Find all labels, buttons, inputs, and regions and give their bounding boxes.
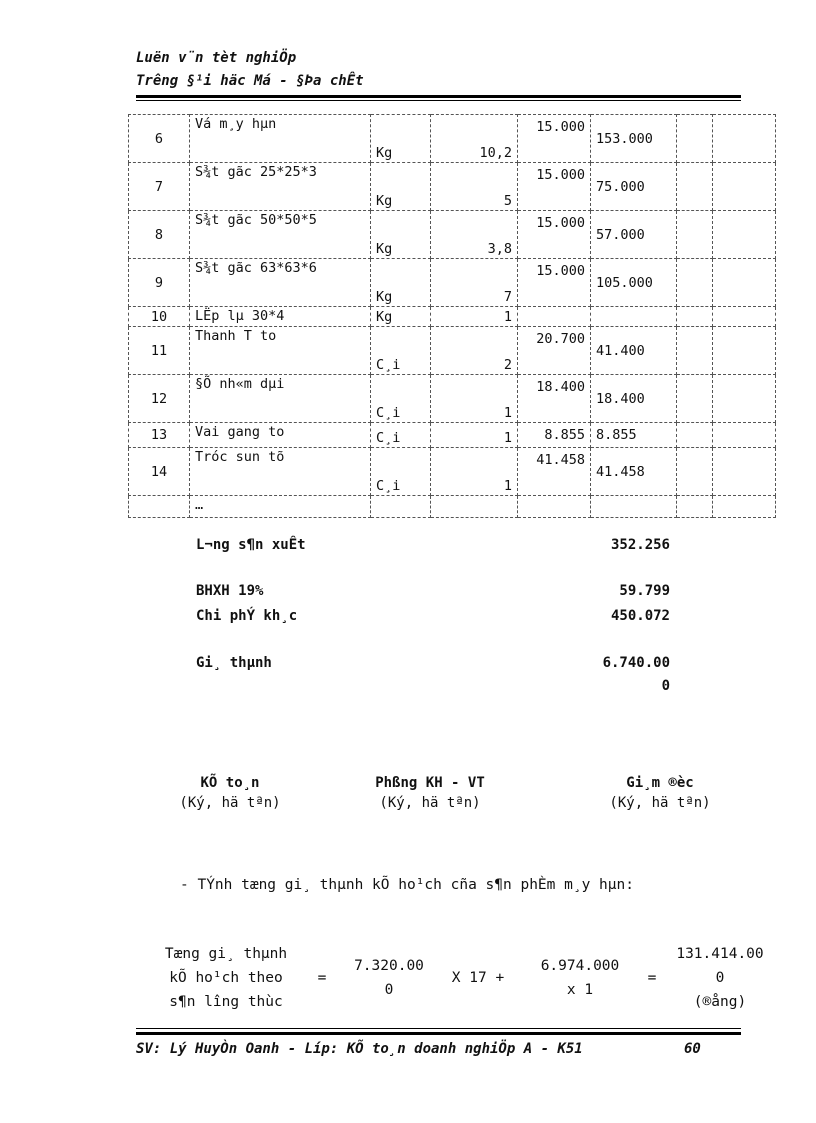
item-quantity: 1	[431, 375, 518, 423]
table-row	[129, 496, 776, 518]
formula-term-2	[528, 954, 632, 1002]
empty-cell	[713, 327, 776, 375]
item-unit-price: 8.855	[518, 423, 591, 448]
item-unit: Kg	[371, 115, 431, 163]
formula-times-17: X 17 +	[451, 970, 505, 986]
item-unit: Kg	[371, 163, 431, 211]
item-name: S¾t gãc 50*50*5	[190, 211, 371, 259]
labor-cost-label: L¬ng s¶n xuÊt	[196, 537, 306, 553]
item-amount: 41.458	[591, 448, 677, 496]
item-amount: 18.400	[591, 375, 677, 423]
item-amount	[591, 496, 677, 518]
formula-result-value: 131.414.000	[676, 946, 764, 986]
formula-result	[672, 942, 768, 1014]
row-number: 14	[129, 448, 190, 496]
item-amount: 41.400	[591, 327, 677, 375]
empty-cell	[677, 307, 713, 327]
empty-cell	[713, 115, 776, 163]
item-unit-price: 20.700	[518, 327, 591, 375]
row-number: 11	[129, 327, 190, 375]
footer-rule-thin	[136, 1028, 741, 1029]
empty-cell	[677, 115, 713, 163]
item-amount: 105.000	[591, 259, 677, 307]
row-number: 13	[129, 423, 190, 448]
empty-cell	[677, 375, 713, 423]
item-amount: 57.000	[591, 211, 677, 259]
item-quantity: 2	[431, 327, 518, 375]
formula-left-line: kÕ ho¹ch theo	[169, 970, 283, 986]
item-quantity: 3,8	[431, 211, 518, 259]
calculation-paragraph	[136, 872, 736, 898]
item-unit-price: 15.000	[518, 115, 591, 163]
item-name: …	[190, 496, 371, 518]
item-quantity	[431, 496, 518, 518]
empty-cell	[677, 423, 713, 448]
formula-term-1: 7.320.000	[354, 958, 424, 998]
table-row	[129, 375, 776, 423]
item-unit-price: 15.000	[518, 211, 591, 259]
row-number: 12	[129, 375, 190, 423]
row-number	[129, 496, 190, 518]
signature-planning-dept	[350, 775, 510, 811]
header-thesis-title: Luën v¨n tèt nghiÖp	[136, 50, 297, 66]
item-unit: Kg	[371, 211, 431, 259]
empty-cell	[713, 496, 776, 518]
item-name: Tróc sun tõ	[190, 448, 371, 496]
empty-cell	[677, 259, 713, 307]
signature-note: (Ký, hä tªn)	[379, 795, 481, 811]
formula-left-line: Tæng gi¸ thµnh	[164, 946, 288, 962]
table-row	[129, 163, 776, 211]
footer-rule-thick	[136, 1032, 741, 1035]
formula-left-line: s¶n lîng thùc	[169, 994, 283, 1010]
formula-term-2-value: 6.974.000	[540, 958, 620, 974]
item-amount: 8.855	[591, 423, 677, 448]
item-unit-price: 15.000	[518, 163, 591, 211]
item-name: Thanh T to	[190, 327, 371, 375]
item-unit: C¸i	[371, 375, 431, 423]
signature-note: (Ký, hä tªn)	[609, 795, 711, 811]
item-unit-price: 15.000	[518, 259, 591, 307]
table-row	[129, 307, 776, 327]
table-row	[129, 423, 776, 448]
footer-student-info: SV: Lý HuyÒn Oanh - Líp: KÕ to¸n doanh nghiÖp A - K51	[136, 1041, 583, 1057]
item-unit: C¸i	[371, 327, 431, 375]
item-name: §Õ nh«m dµi	[190, 375, 371, 423]
item-unit-price	[518, 307, 591, 327]
paragraph-text: - TÝnh tæng gi¸ thµnh kÕ ho¹ch cña s¶n phÈm m¸y hµn:	[180, 877, 634, 893]
item-name: S¾t gãc 63*63*6	[190, 259, 371, 307]
formula-result-unit: (®ång)	[693, 994, 747, 1010]
table-row	[129, 327, 776, 375]
labor-cost-value: 352.256	[610, 537, 670, 553]
empty-cell	[713, 163, 776, 211]
materials-table	[128, 114, 776, 518]
table-row	[129, 448, 776, 496]
row-number: 6	[129, 115, 190, 163]
table-row	[129, 259, 776, 307]
empty-cell	[713, 423, 776, 448]
item-amount: 75.000	[591, 163, 677, 211]
signature-title: Gi¸m ®èc	[626, 775, 694, 791]
item-name: Vai gang to	[190, 423, 371, 448]
item-quantity: 1	[431, 307, 518, 327]
unit-price-label: Gi¸ thµnh	[196, 655, 272, 671]
footer-page-number: 60	[684, 1041, 701, 1057]
item-quantity: 1	[431, 448, 518, 496]
item-name: S¾t gãc 25*25*3	[190, 163, 371, 211]
empty-cell	[713, 211, 776, 259]
item-quantity: 1	[431, 423, 518, 448]
header-university: Trêng §¹i häc Má - §Þa chÊt	[136, 73, 364, 89]
formula-equals-2: =	[647, 970, 657, 986]
item-unit: Kg	[371, 259, 431, 307]
item-amount	[591, 307, 677, 327]
row-number: 7	[129, 163, 190, 211]
item-unit: Kg	[371, 307, 431, 327]
item-unit-price: 41.458	[518, 448, 591, 496]
signature-director	[580, 775, 740, 811]
row-number: 10	[129, 307, 190, 327]
item-name: LËp lµ 30*4	[190, 307, 371, 327]
bhxh-value: 59.799	[619, 583, 670, 599]
other-cost-value: 450.072	[610, 608, 670, 624]
empty-cell	[713, 259, 776, 307]
signature-note: (Ký, hä tªn)	[179, 795, 281, 811]
item-unit: C¸i	[371, 448, 431, 496]
item-amount: 153.000	[591, 115, 677, 163]
formula-left-label	[136, 942, 316, 1014]
empty-cell	[677, 327, 713, 375]
table-row	[129, 115, 776, 163]
item-unit-price	[518, 496, 591, 518]
item-name: Vá m¸y hµn	[190, 115, 371, 163]
item-quantity: 5	[431, 163, 518, 211]
item-unit: C¸i	[371, 423, 431, 448]
empty-cell	[713, 307, 776, 327]
unit-price-value: 6.740.000	[602, 655, 670, 694]
empty-cell	[677, 448, 713, 496]
bhxh-label: BHXH 19%	[196, 583, 264, 599]
signature-accountant	[150, 775, 310, 811]
formula-equals-1: =	[317, 970, 327, 986]
header-rule-thick	[136, 95, 741, 98]
signature-title: KÕ to¸n	[200, 775, 260, 791]
empty-cell	[713, 448, 776, 496]
empty-cell	[713, 375, 776, 423]
empty-cell	[677, 163, 713, 211]
item-unit	[371, 496, 431, 518]
formula-term-2-mult: x 1	[566, 982, 594, 998]
row-number: 8	[129, 211, 190, 259]
table-row	[129, 211, 776, 259]
row-number: 9	[129, 259, 190, 307]
item-unit-price: 18.400	[518, 375, 591, 423]
item-quantity: 10,2	[431, 115, 518, 163]
empty-cell	[677, 211, 713, 259]
other-cost-label: Chi phÝ kh¸c	[196, 608, 298, 624]
header-rule-thin	[136, 100, 741, 101]
signature-title: Phßng KH - VT	[375, 775, 485, 791]
item-quantity: 7	[431, 259, 518, 307]
empty-cell	[677, 496, 713, 518]
